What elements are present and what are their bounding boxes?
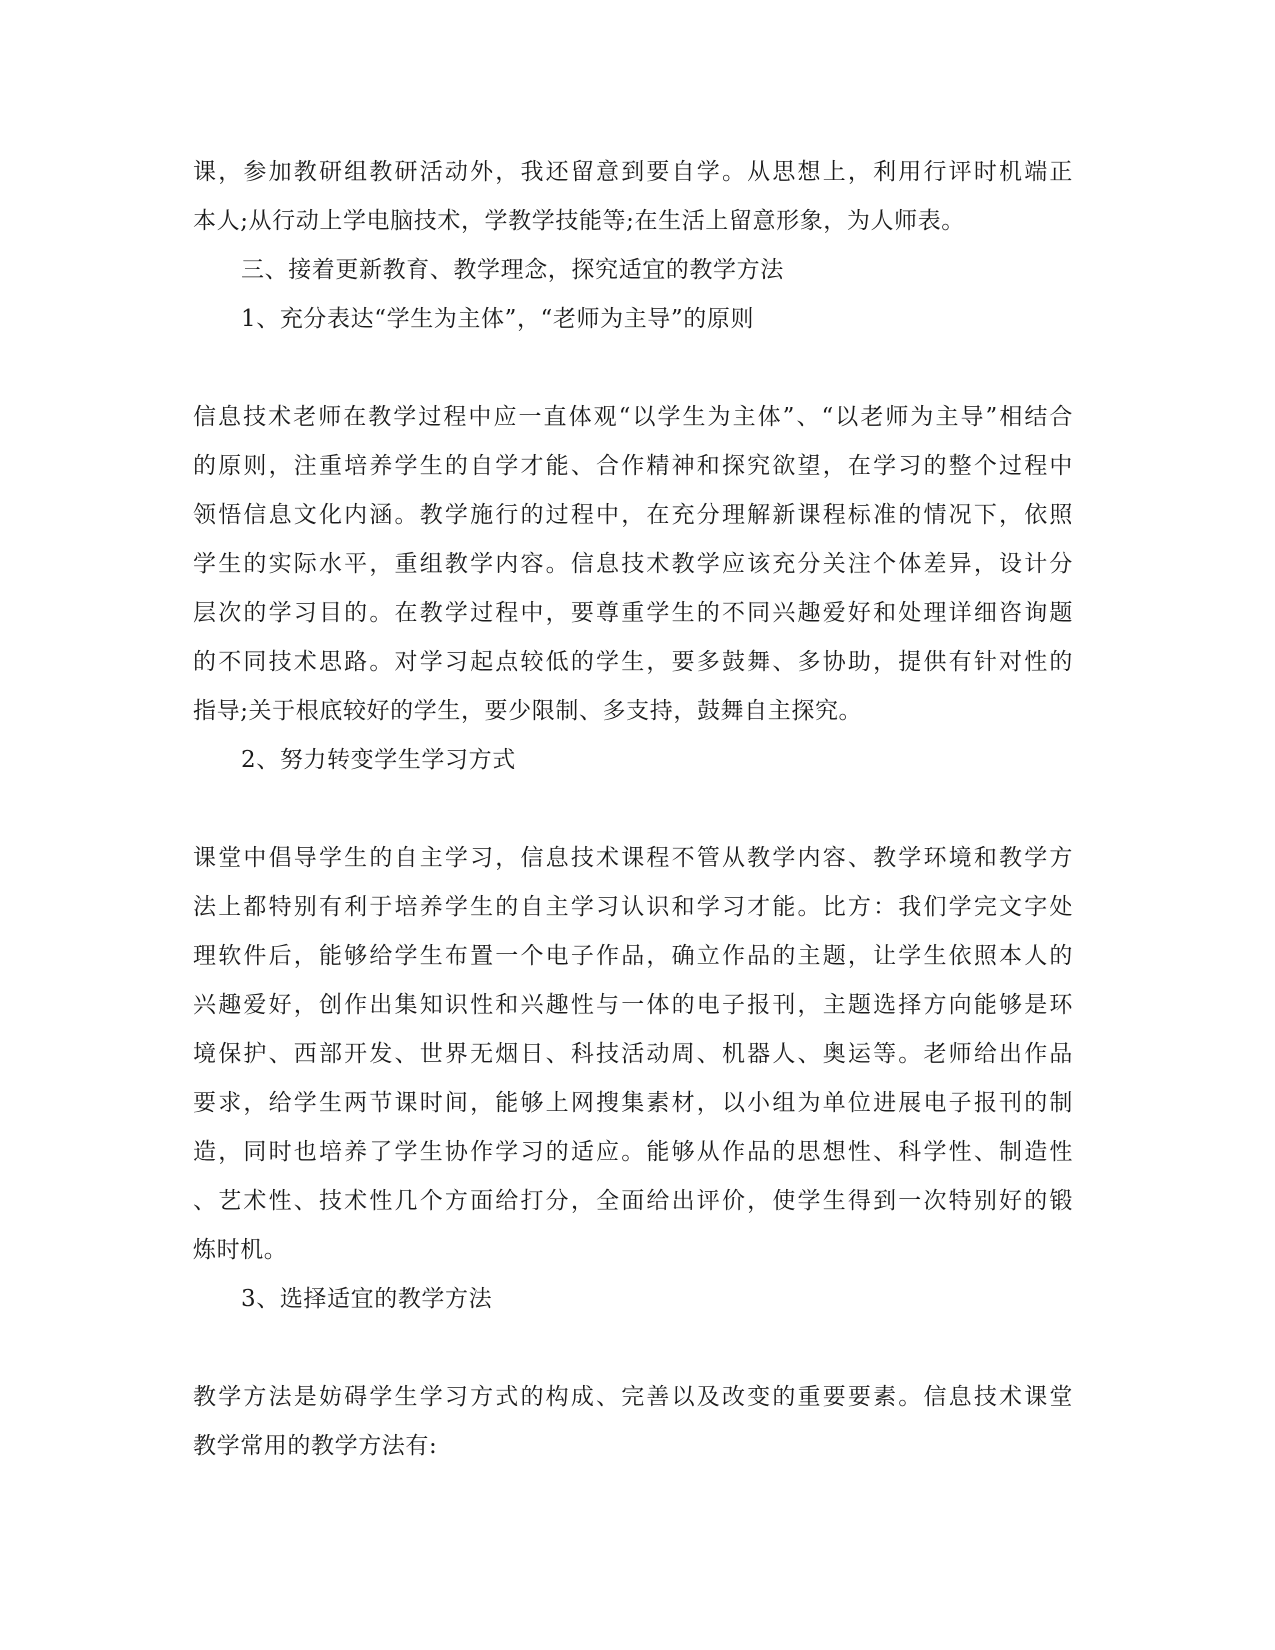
paragraph-line: 领悟信息文化内涵。教学施行的过程中，在充分理解新课程标准的情况下，依照 bbox=[193, 502, 1073, 528]
paragraph-line: 指导;关于根底较好的学生，要少限制、多支持，鼓舞自主探究。 bbox=[193, 698, 863, 724]
paragraph-line: 学生的实际水平，重组教学内容。信息技术教学应该充分关注个体差异，设计分 bbox=[193, 551, 1073, 577]
paragraph-line: 的原则，注重培养学生的自学才能、合作精神和探究欲望，在学习的整个过程中 bbox=[193, 453, 1073, 479]
paragraph-line: 要求，给学生两节课时间，能够上网搜集素材，以小组为单位进展电子报刊的制 bbox=[193, 1090, 1073, 1116]
paragraph-line: 的不同技术思路。对学习起点较低的学生，要多鼓舞、多协助，提供有针对性的 bbox=[193, 649, 1073, 675]
paragraph-line: 信息技术老师在教学过程中应一直体观“以学生为主体”、“以老师为主导”相结合 bbox=[193, 404, 1073, 430]
intro-paragraph bbox=[193, 148, 1073, 246]
paragraph-line: 、艺术性、技术性几个方面给打分，全面给出评价，使学生得到一次特别好的锻 bbox=[193, 1188, 1073, 1214]
blank-line bbox=[193, 1324, 1073, 1373]
document-body bbox=[193, 148, 1073, 1471]
item-2-paragraph bbox=[193, 834, 1073, 1275]
item-2-heading: 2、努力转变学生学习方式 bbox=[241, 747, 516, 773]
section-three-heading: 三、接着更新教育、教学理念，探究适宜的教学方法 bbox=[241, 257, 784, 283]
paragraph-line: 境保护、西部开发、世界无烟日、科技活动周、机器人、奥运等。老师给出作品 bbox=[193, 1041, 1073, 1067]
item-1-heading: 1、充分表达“学生为主体”，“老师为主导”的原则 bbox=[241, 306, 755, 332]
item-3-paragraph bbox=[193, 1373, 1073, 1471]
item-1-paragraph bbox=[193, 393, 1073, 736]
paragraph-line: 课，参加教研组教研活动外，我还留意到要自学。从思想上，利用行评时机端正 bbox=[193, 159, 1073, 185]
paragraph-line: 法上都特别有利于培养学生的自主学习认识和学习才能。比方：我们学完文字处 bbox=[193, 894, 1073, 920]
paragraph-line: 炼时机。 bbox=[193, 1237, 288, 1263]
paragraph-line: 教学方法是妨碍学生学习方式的构成、完善以及改变的重要要素。信息技术课堂 bbox=[193, 1384, 1073, 1410]
paragraph-line: 课堂中倡导学生的自主学习，信息技术课程不管从教学内容、教学环境和教学方 bbox=[193, 845, 1073, 871]
paragraph-line: 理软件后，能够给学生布置一个电子作品，确立作品的主题，让学生依照本人的 bbox=[193, 943, 1073, 969]
paragraph-line: 造，同时也培养了学生协作学习的适应。能够从作品的思想性、科学性、制造性 bbox=[193, 1139, 1073, 1165]
paragraph-line: 本人;从行动上学电脑技术，学教学技能等;在生活上留意形象，为人师表。 bbox=[193, 208, 965, 234]
blank-line bbox=[193, 785, 1073, 834]
paragraph-line: 教学常用的教学方法有: bbox=[193, 1433, 438, 1459]
paragraph-line: 兴趣爱好，创作出集知识性和兴趣性与一体的电子报刊，主题选择方向能够是环 bbox=[193, 992, 1073, 1018]
paragraph-line: 层次的学习目的。在教学过程中，要尊重学生的不同兴趣爱好和处理详细咨询题 bbox=[193, 600, 1073, 626]
item-3-heading: 3、选择适宜的教学方法 bbox=[241, 1286, 493, 1312]
blank-line bbox=[193, 344, 1073, 393]
